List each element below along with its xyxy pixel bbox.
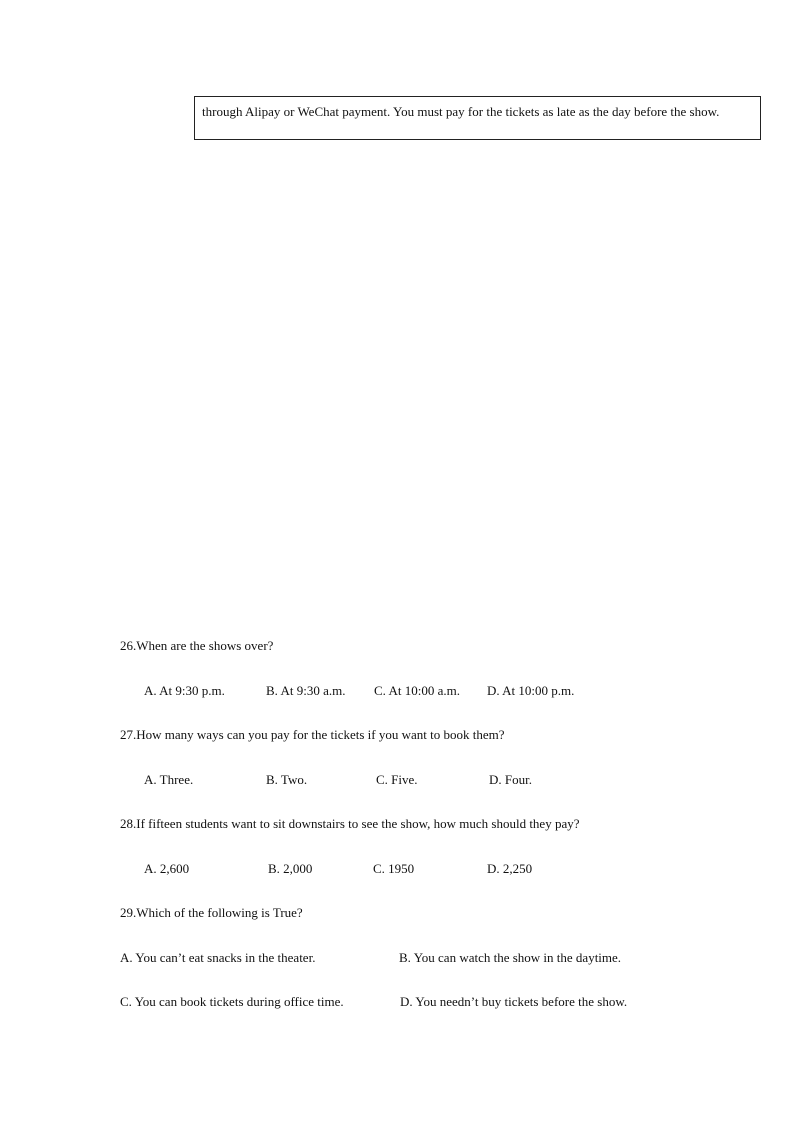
question-27-option-c[interactable]: C. Five. bbox=[376, 772, 418, 787]
question-29-option-c[interactable]: C. You can book tickets during office time. bbox=[120, 994, 344, 1009]
question-27-option-a[interactable]: A. Three. bbox=[144, 772, 194, 787]
question-26-option-c[interactable]: C. At 10:00 a.m. bbox=[374, 683, 460, 698]
question-28-option-c[interactable]: C. 1950 bbox=[373, 861, 415, 876]
question-26-option-a[interactable]: A. At 9:30 p.m. bbox=[144, 683, 225, 698]
note-box bbox=[194, 96, 761, 140]
question-27-option-b[interactable]: B. Two. bbox=[266, 772, 308, 787]
question-29-option-d[interactable]: D. You needn’t buy tickets before the show. bbox=[400, 994, 628, 1009]
question-26-option-b[interactable]: B. At 9:30 a.m. bbox=[266, 683, 346, 698]
question-28-option-d[interactable]: D. 2,250 bbox=[487, 861, 533, 876]
note-box-text: through Alipay or WeChat payment. You must pay for the tickets as late as the day before the show. bbox=[202, 104, 720, 119]
question-28-stem: 28.If fifteen students want to sit downstairs to see the show, how much should they pay? bbox=[120, 816, 580, 831]
question-28-option-b[interactable]: B. 2,000 bbox=[268, 861, 313, 876]
question-29-option-a[interactable]: A. You can’t eat snacks in the theater. bbox=[120, 950, 316, 965]
question-29-stem: 29.Which of the following is True? bbox=[120, 905, 303, 920]
question-27-stem: 27.How many ways can you pay for the tickets if you want to book them? bbox=[120, 727, 505, 742]
question-29-option-b[interactable]: B. You can watch the show in the daytime. bbox=[399, 950, 622, 965]
question-28-option-a[interactable]: A. 2,600 bbox=[144, 861, 190, 876]
question-26-option-d[interactable]: D. At 10:00 p.m. bbox=[487, 683, 575, 698]
question-27-option-d[interactable]: D. Four. bbox=[489, 772, 532, 787]
question-26-stem: 26.When are the shows over? bbox=[120, 638, 274, 653]
